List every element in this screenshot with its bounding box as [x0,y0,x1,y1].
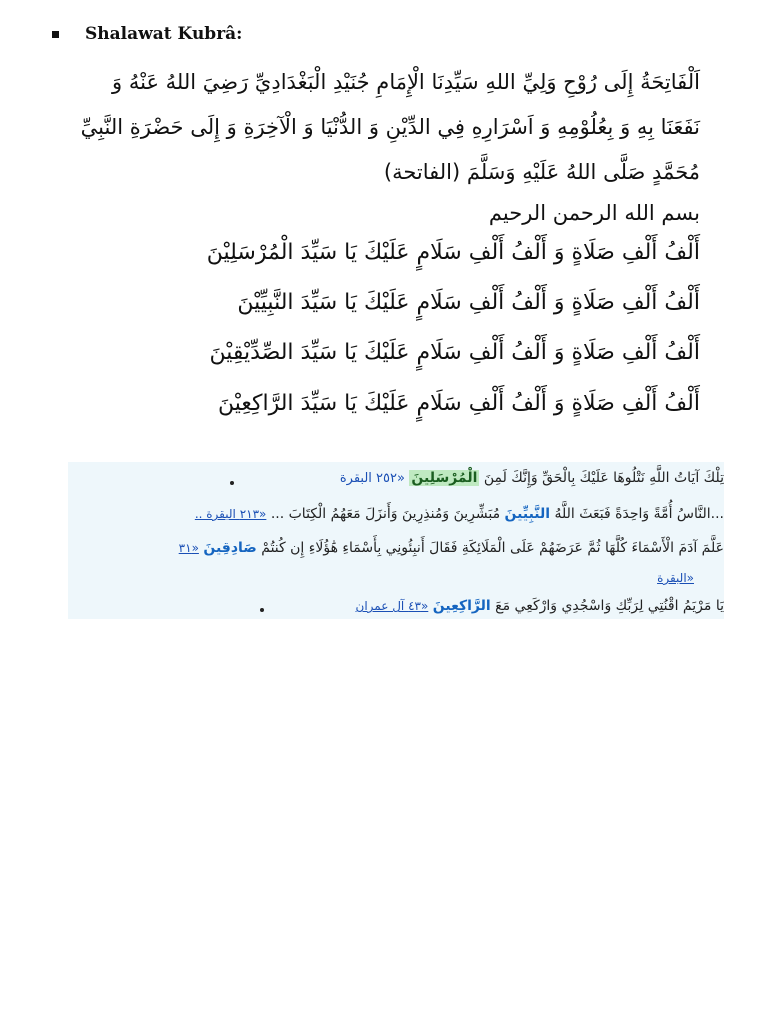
result-verse-text: عَلَّمَ آدَمَ الْأَسْمَاءَ كُلَّهَا ثُمَّ عَرَضَهُمْ عَلَى الْمَلَائِكَةِ فَقَالَ أَنبِئُونِي بِأَسْمَاءِ هَٰؤُلَاءِ إِن كُنتُمْ [261,540,724,556]
result-reference-link[interactable]: «٢٥٢ البقرة [339,471,405,486]
result-reference-link[interactable]: «٢١٣ البقرة .. [194,507,267,521]
fatiha-paragraph: اَلْفَاتِحَةُ إِلَى رُوْحِ وَلِيِّ اللهِ سَيِّدِنَا الْإِمَامِ جُنَيْدِ الْبَغْدَادِيِّ رَضِيَ اللهُ عَنْهُ وَ نَفَعَنَا بِهِ وَ بِعُلُوْمِهِ وَ اَسْرَارِهِ فِي الدِّيْنِ وَ الدُّنْيَا وَ الْآخِرَةِ وَ إِلَى حَضْرَةِ النَّبِيِّ مُحَمَّدٍ صَلَّى اللهُ عَلَيْهِ وَسَلَّمَ (الفاتحة) [80,70,700,184]
search-result-item[interactable] [68,470,724,486]
quran-search-results [68,462,724,619]
result-verse-text: يَا مَرْيَمُ اقْنُتِي لِرَبِّكِ وَاسْجُدِي وَارْكَعِي مَعَ [495,598,724,614]
search-result-item[interactable] [68,506,724,522]
result-keyword: الرَّاكِعِينَ [432,598,491,614]
result-keyword: صَادِقِينَ [203,540,257,556]
result-reference-link[interactable]: «٣١ [178,541,199,555]
square-bullet-icon [52,31,59,38]
result-reference-link[interactable]: «البقرة [657,571,694,585]
search-result-continuation [657,570,694,586]
result-verse-text: مُبَشِّرِينَ وَمُنذِرِينَ وَأَنزَلَ مَعَهُمُ الْكِتَابَ ... [270,506,501,522]
salawat-line: أَلْفُ أَلْفِ صَلَاةٍ وَ أَلْفُ أَلْفِ سَلَامٍ عَلَيْكَ يَا سَيِّدَ الصِّدِّيْقِيْنَ [209,340,700,365]
result-reference-link[interactable]: «٤٣ آل عمران [355,599,429,613]
heading-row [52,24,242,44]
result-keyword: الْمُرْسَلِينَ [411,470,478,486]
salawat-line: أَلْفُ أَلْفِ صَلَاةٍ وَ أَلْفُ أَلْفِ سَلَامٍ عَلَيْكَ يَا سَيِّدَ الْمُرْسَلِيْنَ [206,240,700,265]
search-result-item[interactable] [68,598,724,614]
basmala-line: بسم الله الرحمن الرحيم [488,201,700,225]
search-result-item[interactable] [68,540,724,556]
salawat-line: أَلْفُ أَلْفِ صَلَاةٍ وَ أَلْفُ أَلْفِ سَلَامٍ عَلَيْكَ يَا سَيِّدَ الرَّاكِعِيْنَ [217,391,700,416]
result-keyword: النَّبِيِّينَ [504,506,551,522]
section-heading: Shalawat Kubrâ: [85,24,243,44]
salawat-line: أَلْفُ أَلْفِ صَلَاةٍ وَ أَلْفُ أَلْفِ سَلَامٍ عَلَيْكَ يَا سَيِّدَ النَّبِيِّيْنَ [237,290,700,315]
result-verse-text: ...النَّاسُ أُمَّةً وَاحِدَةً فَبَعَثَ اللَّهُ [554,506,724,522]
result-verse-text: تِلْكَ آيَاتُ اللَّهِ نَتْلُوهَا عَلَيْكَ بِالْحَقِّ وَإِنَّكَ لَمِنَ [483,470,724,486]
